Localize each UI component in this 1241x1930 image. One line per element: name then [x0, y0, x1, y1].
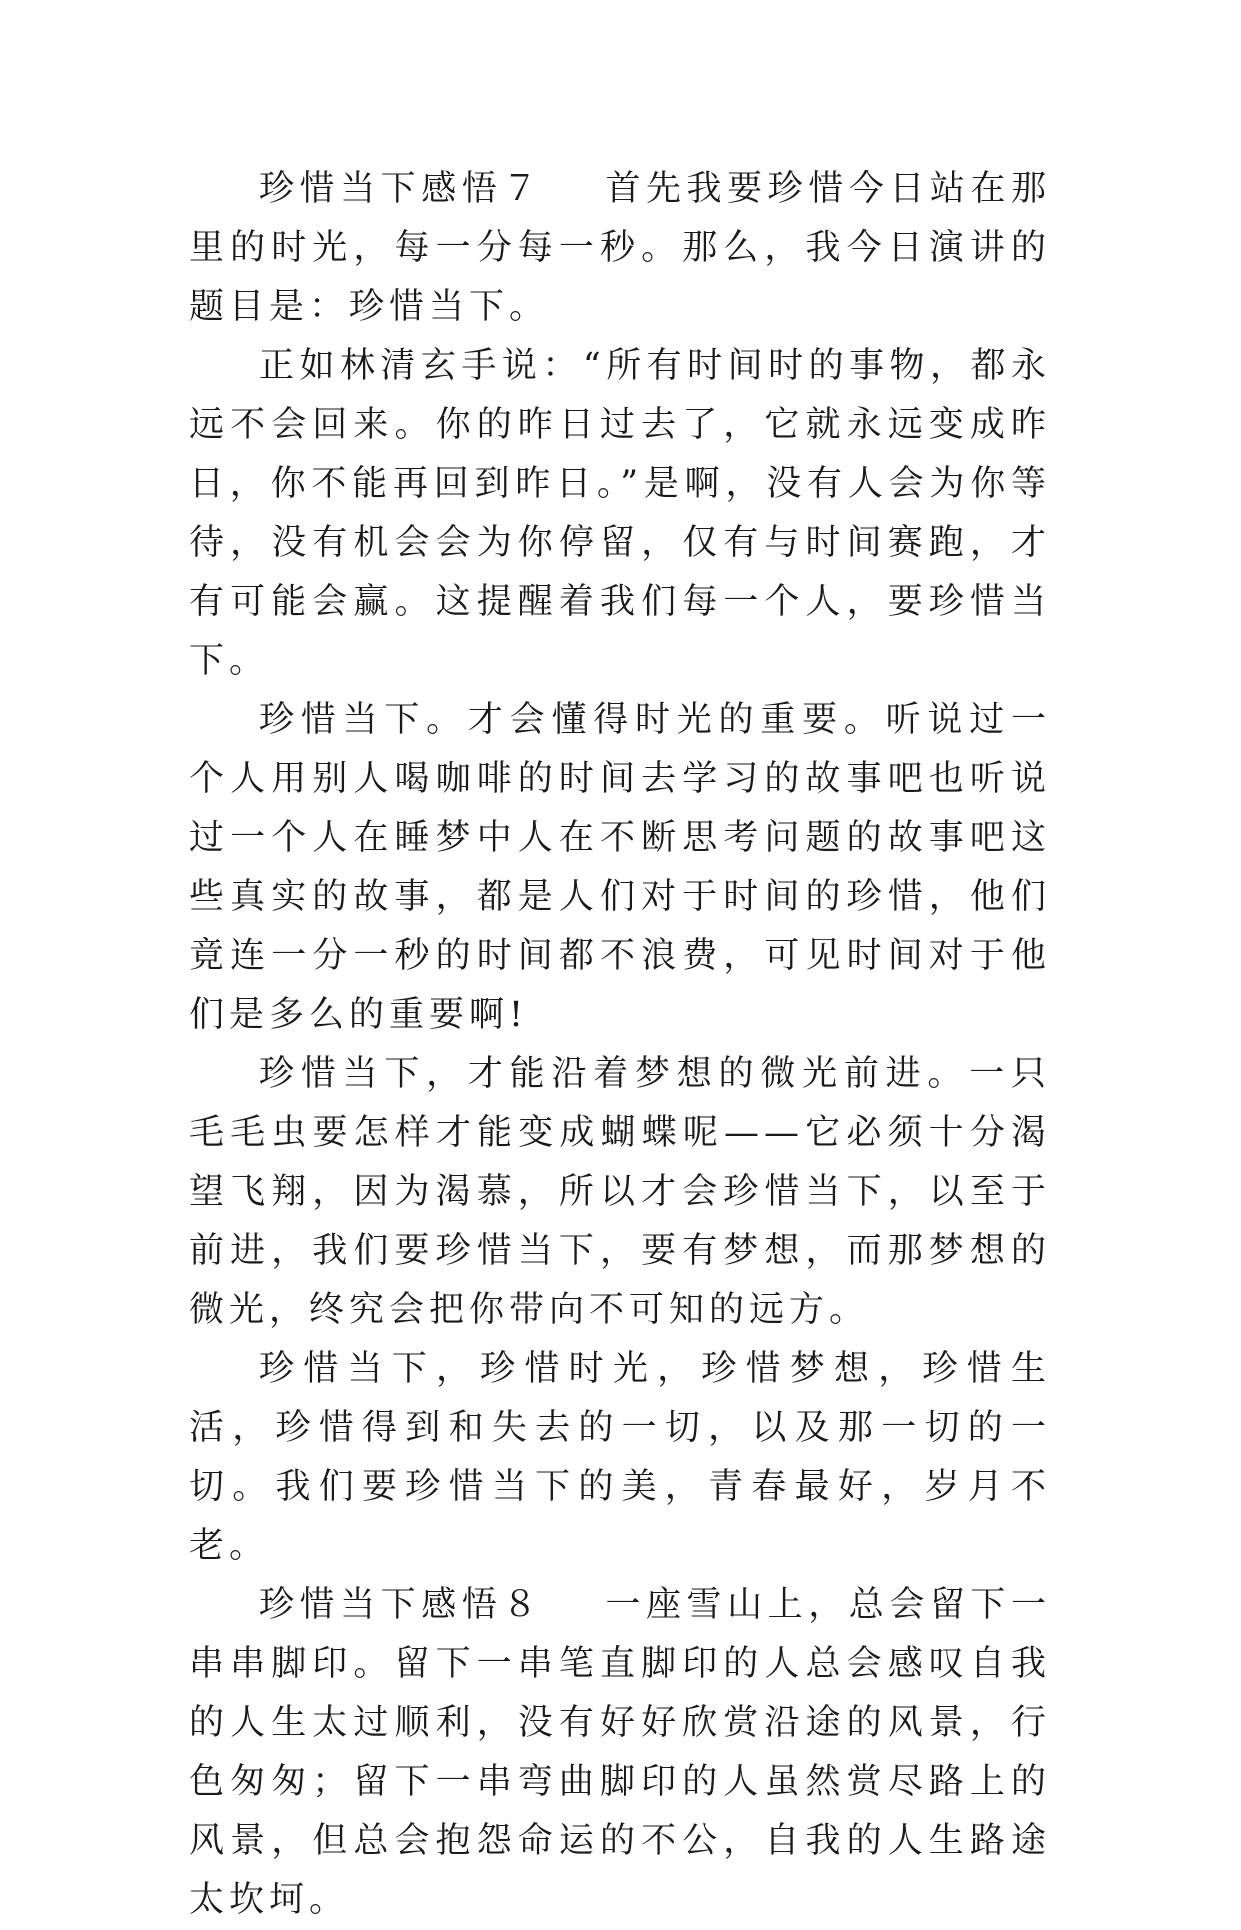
- section-heading-8: 珍惜当下感悟８: [259, 1585, 543, 1625]
- paragraph-3: [189, 691, 1051, 1045]
- paragraph-text: 一座雪山上，总会留下一串串脚印。留下一串笔直脚印的人总会感叹自我的人生太过顺利，没有好好欣赏沿途的风景，行色匆匆；留下一串弯曲脚印的人虽然赏尽路上的风景，但总会抱怨命运的不公，自我的人生路途太坎坷。: [189, 1585, 1051, 1920]
- paragraph-text: 珍惜当下。才会懂得时光的重要。听说过一个人用别人喝咖啡的时间去学习的故事吧也听说过一个人在睡梦中人在不断思考问题的故事吧这些真实的故事，都是人们对于时间的珍惜，他们竟连一分一秒的时间都不浪费，可见时间对于他们是多么的重要啊!: [189, 700, 1051, 1035]
- paragraph-2: [189, 337, 1051, 691]
- paragraph-text: 首先我要珍惜今日站在那里的时光，每一分每一秒。那么，我今日演讲的题目是：珍惜当下。: [189, 169, 1051, 327]
- document-body: [189, 160, 1051, 1930]
- paragraph-6: [189, 1576, 1051, 1930]
- paragraph-text: 珍惜当下，珍惜时光，珍惜梦想，珍惜生活，珍惜得到和失去的一切，以及那一切的一切。我们要珍惜当下的美，青春最好，岁月不老。: [189, 1349, 1051, 1566]
- paragraph-4: [189, 1045, 1051, 1340]
- section-heading-7: 珍惜当下感悟７: [259, 169, 543, 209]
- paragraph-text: 珍惜当下，才能沿着梦想的微光前进。一只毛毛虫要怎样才能变成蝴蝶呢——它必须十分渴望飞翔，因为渴慕，所以才会珍惜当下，以至于前进，我们要珍惜当下，要有梦想，而那梦想的微光，终究会把你带向不可知的远方。: [189, 1054, 1051, 1330]
- paragraph-5: [189, 1340, 1051, 1576]
- paragraph-text: 正如林清玄手说：“所有时间时的事物，都永远不会回来。你的昨日过去了，它就永远变成昨日，你不能再回到昨日。”是啊，没有人会为你等待，没有机会会为你停留，仅有与时间赛跑，才有可能会赢。这提醒着我们每一个人，要珍惜当下。: [189, 346, 1051, 681]
- paragraph-1: [189, 160, 1051, 337]
